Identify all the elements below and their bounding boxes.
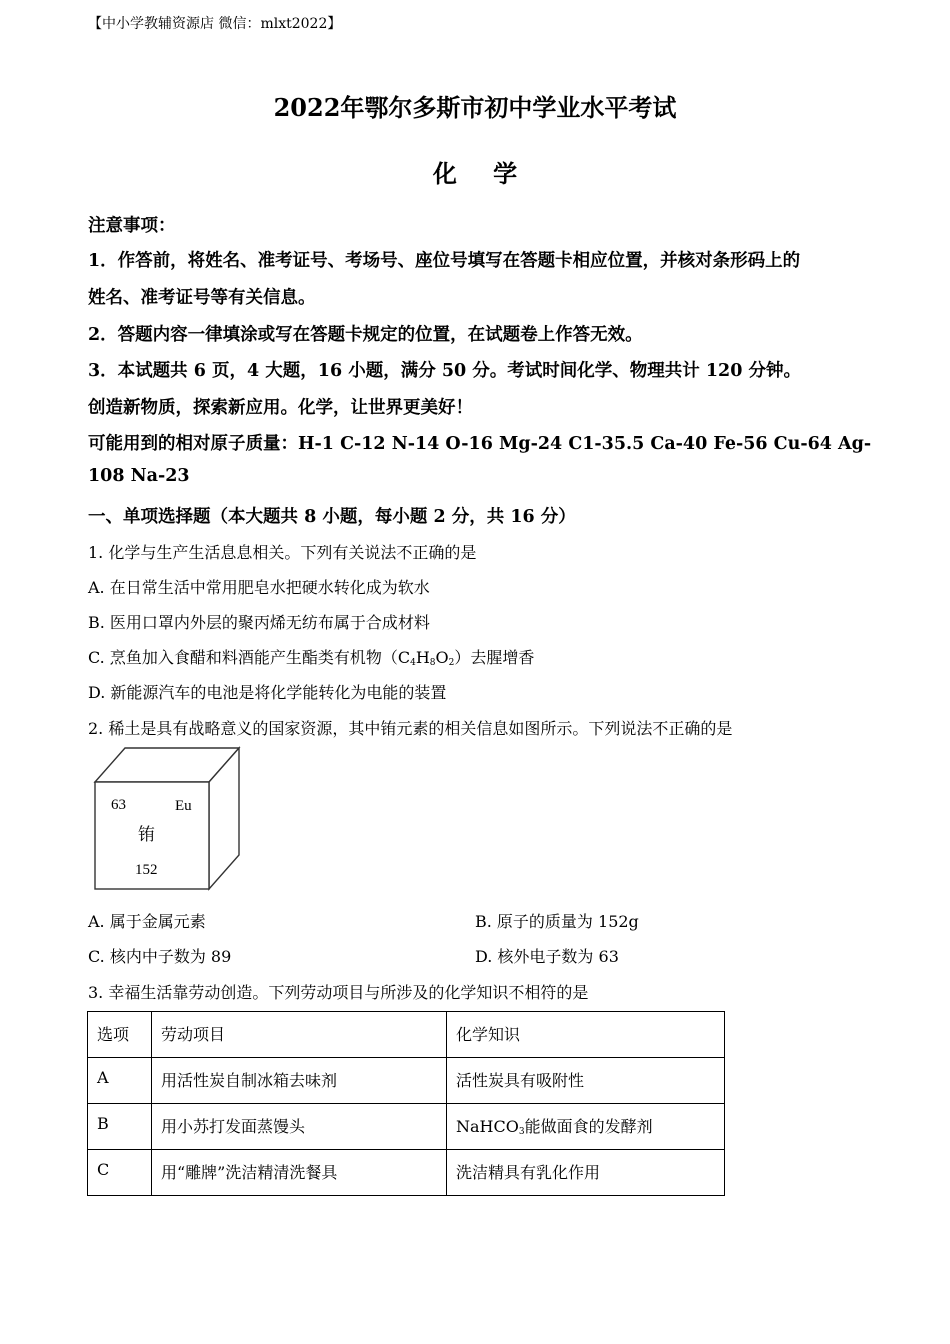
row-option: A [88, 1058, 152, 1104]
header-note: 【中小学教辅资源店 微信：mlxt2022】 [88, 16, 342, 32]
slogan: 创造新物质，探索新应用。化学，让世界更美好！ [88, 398, 473, 418]
q1-stem: 1. 化学与生产生活息息相关。下列有关说法不正确的是 [88, 543, 477, 562]
exam-title: 2022年鄂尔多斯市初中学业水平考试 [273, 93, 677, 122]
atomic-mass-line-1: 可能用到的相对原子质量：H-1 C-12 N-14 O-16 Mg-24 C1-35.5 Ca-40 Fe-56 Cu-64 Ag- [88, 434, 872, 454]
row-task: 用小苏打发面蒸馒头 [152, 1104, 447, 1150]
q2-option-c: C. 核内中子数为 89 [88, 947, 232, 966]
q2-option-b: B. 原子的质量为 152g [475, 912, 639, 931]
section-1-title: 一、单项选择题（本大题共 8 小题，每小题 2 分，共 16 分） [88, 507, 576, 527]
row-knowledge: 活性炭具有吸附性 [447, 1058, 725, 1104]
row-task: 用活性炭自制冰箱去味剂 [152, 1058, 447, 1104]
notice-item-1-line-1: 1．作答前，将姓名、准考证号、考场号、座位号填写在答题卡相应位置，并核对条形码上的 [88, 251, 801, 271]
q1-option-a: A. 在日常生活中常用肥皂水把硬水转化成为软水 [88, 578, 430, 597]
row-task: 用“雕牌”洗洁精清洗餐具 [152, 1150, 447, 1196]
subject-title: 化 学 [432, 159, 532, 188]
header-option: 选项 [88, 1012, 152, 1058]
header-knowledge: 化学知识 [447, 1012, 725, 1058]
notice-item-3: 3．本试题共 6 页，4 大题，16 小题，满分 50 分。考试时间化学、物理共计 120 分钟。 [88, 361, 802, 381]
table-row [88, 1104, 725, 1150]
q1-option-c: C. 烹鱼加入食醋和料酒能产生酯类有机物$(C_4H_8O_2)$去腥增香 [88, 648, 535, 668]
notice-item-1-line-2: 姓名、准考证号等有关信息。 [88, 288, 316, 308]
row-option: C [88, 1150, 152, 1196]
table-row [88, 1058, 725, 1104]
element-card-europium [88, 745, 248, 895]
q1-option-d: D. 新能源汽车的电池是将化学能转化为电能的装置 [88, 683, 447, 702]
q2-option-d: D. 核外电子数为 63 [475, 947, 619, 966]
header-task: 劳动项目 [152, 1012, 447, 1058]
row-knowledge: 洗洁精具有乳化作用 [447, 1150, 725, 1196]
element-atomic-number: 63 [111, 797, 126, 813]
q3-stem: 3. 幸福生活靠劳动创造。下列劳动项目与所涉及的化学知识不相符的是 [88, 983, 589, 1002]
notice-heading: 注意事项： [88, 216, 176, 236]
table-row [88, 1150, 725, 1196]
notice-item-2: 2．答题内容一律填涂或写在答题卡规定的位置，在试题卷上作答无效。 [88, 325, 643, 345]
q1-option-b: B. 医用口罩内外层的聚丙烯无纺布属于合成材料 [88, 613, 430, 632]
table-header-row [88, 1012, 725, 1058]
q3-table [87, 1011, 725, 1196]
row-option: B [88, 1104, 152, 1150]
element-symbol: Eu [175, 798, 192, 814]
element-name: 铕 [138, 825, 155, 845]
atomic-mass-line-2: 108 Na-23 [88, 466, 190, 486]
q2-stem: 2. 稀土是具有战略意义的国家资源，其中铕元素的相关信息如图所示。下列说法不正确的是 [88, 719, 733, 738]
element-relative-mass: 152 [135, 862, 158, 878]
row-knowledge: NaHCO$_3$能做面食的发酵剂 [447, 1104, 725, 1150]
q2-option-a: A. 属于金属元素 [88, 912, 206, 931]
